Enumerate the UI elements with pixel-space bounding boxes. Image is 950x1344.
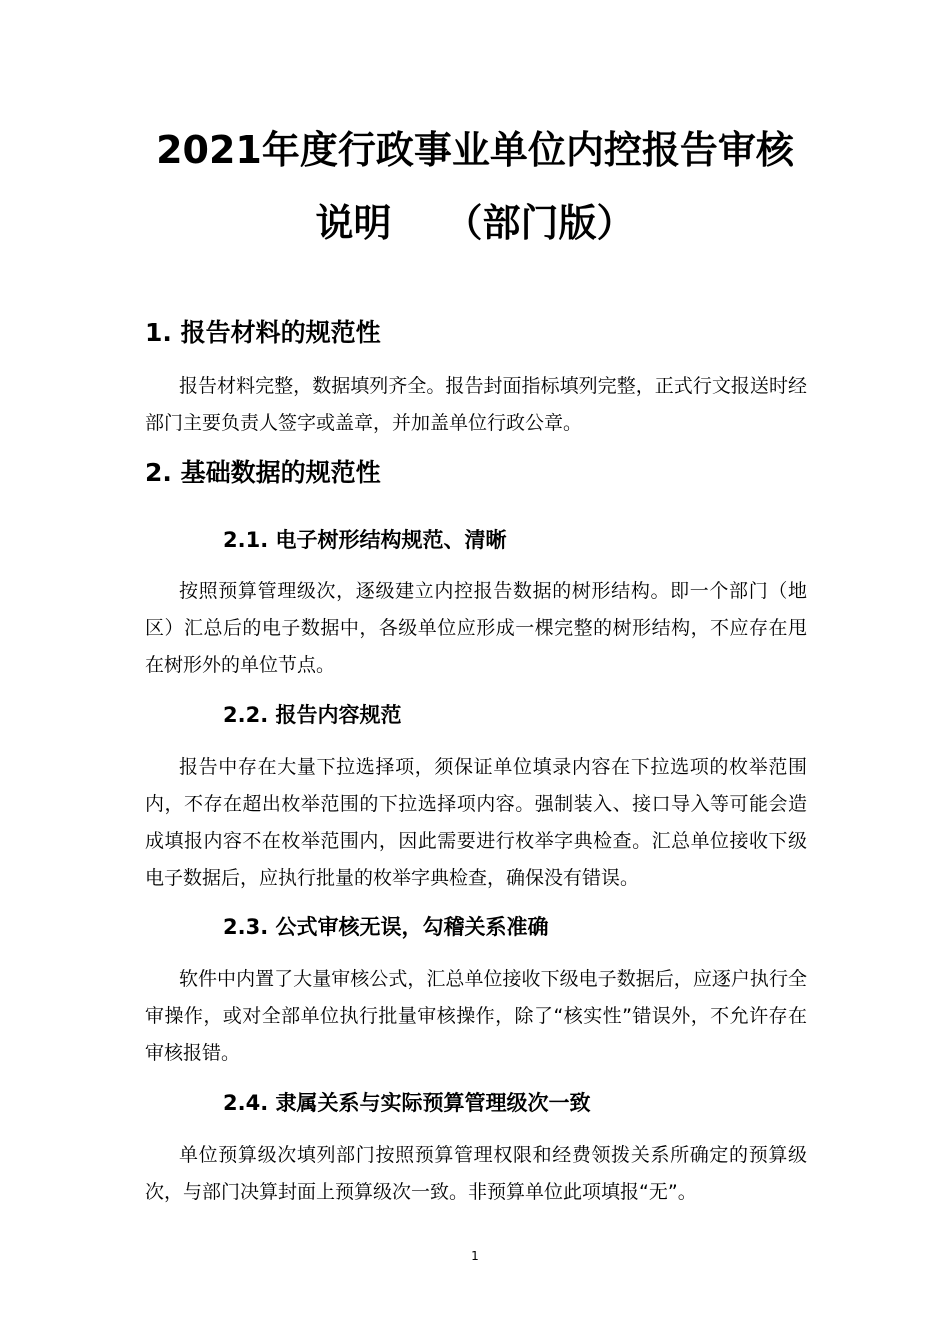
section-1-heading: 1. 报告材料的规范性 [145,318,381,347]
subsection-2-4-paragraph: 单位预算级次填列部门按照预算管理权限和经费领拨关系所确定的预算级次，与部门决算封面上预算级次一致。非预算单位此项填报“无”。 [145,1144,807,1203]
subsection-2-2-heading: 2.2. 报告内容规范 [223,703,402,727]
subsection-2-2-paragraph: 报告中存在大量下拉选择项，须保证单位填录内容在下拉选项的枚举范围内，不存在超出枚举范围的下拉选择项内容。强制装入、接口导入等可能会造成填报内容不在枚举范围内，因此需要进行枚举字典检查。汇总单位接收下级电子数据后，应执行批量的枚举字典检查，确保没有错误。 [145,756,807,889]
subsection-2-4-heading: 2.4. 隶属关系与实际预算管理级次一致 [223,1091,591,1115]
page-number: 1 [471,1249,479,1263]
subsection-2-3-heading: 2.3. 公式审核无误，勾稽关系准确 [223,915,549,939]
subsection-2-1-heading: 2.1. 电子树形结构规范、清晰 [223,528,507,552]
subsection-2-1-paragraph: 按照预算管理级次，逐级建立内控报告数据的树形结构。即一个部门（地区）汇总后的电子数据中，各级单位应形成一棵完整的树形结构，不应存在甩在树形外的单位节点。 [145,580,807,676]
section-2-heading: 2. 基础数据的规范性 [145,458,381,487]
document-title-line-2 [0,201,950,245]
section-1-paragraph: 报告材料完整，数据填列齐全。报告封面指标填列完整，正式行文报送时经部门主要负责人签字或盖章，并加盖单位行政公章。 [145,375,807,434]
document-title-line-2-text: 说明 （部门版） [315,201,635,245]
document-title-line-1: 2021年度行政事业单位内控报告审核 [156,128,794,172]
subsection-2-3-paragraph: 软件中内置了大量审核公式，汇总单位接收下级电子数据后，应逐户执行全审操作，或对全部单位执行批量审核操作，除了“核实性”错误外，不允许存在审核报错。 [145,968,807,1064]
